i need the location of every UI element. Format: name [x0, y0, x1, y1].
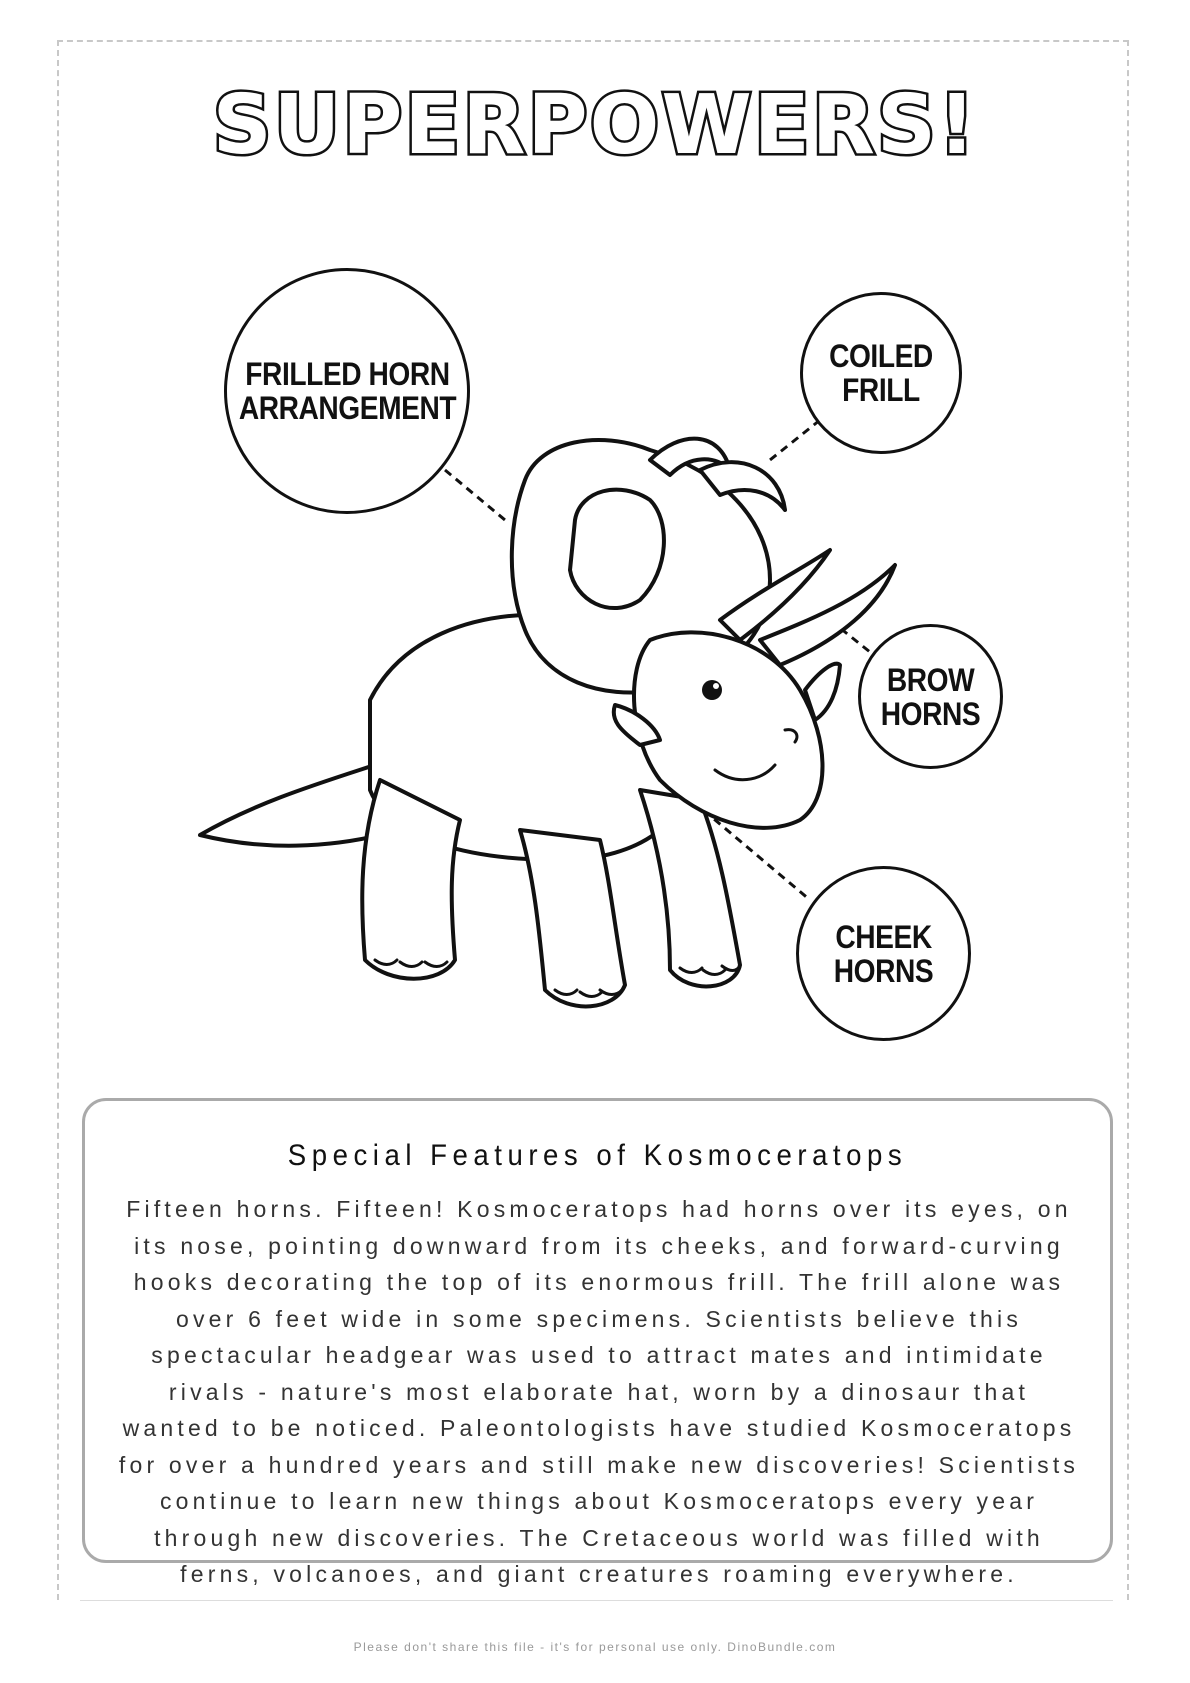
footer-divider — [80, 1600, 1113, 1601]
callout-cheek-horns — [796, 866, 971, 1041]
callout-brow-horns — [858, 624, 1003, 769]
callout-label: COILED FRILL — [829, 338, 933, 408]
dino-eye — [702, 680, 722, 700]
dino-horn-nose — [805, 664, 840, 720]
info-heading: Special Features of Kosmoceratops — [287, 1139, 908, 1172]
connector-line-frilled-horn — [445, 470, 505, 520]
callout-coiled-frill — [800, 292, 962, 454]
info-body: Fifteen horns. Fifteen! Kosmoceratops had horns over its eyes, on its nose, pointing downward from its cheeks, and forward-curving hooks decorating the top of its enormous frill. The frill alone was over 6 feet wide in some specimens. Scientists believe this spectacular headgear was used to attract mates and intimidate rivals - nature's most elaborate hat, worn by a dinosaur that wanted to be noticed. Paleontologists have studied Kosmoceratops for over a hundred years and still make new discoveries! Scientists continue to learn new things about Kosmoceratops every year through new discoveries. The Cretaceous world was filled with ferns, volcanoes, and giant creatures roaming everywhere. — [118, 1196, 1080, 1587]
page-title: SUPERPOWERS! — [212, 78, 978, 173]
callout-label: BROW HORNS — [880, 661, 981, 732]
footer-notice: Please don't share this file - it's for personal use only. DinoBundle.com — [353, 1640, 837, 1654]
dino-frill-inner — [570, 490, 664, 608]
info-box — [82, 1098, 1113, 1587]
callout-label: FRILLED HORN ARRANGEMENT — [238, 356, 456, 426]
callout-frilled-horn-arrangement — [224, 268, 470, 514]
connector-line-coiled-frill — [770, 420, 820, 460]
callout-label: CHEEK HORNS — [833, 918, 934, 989]
